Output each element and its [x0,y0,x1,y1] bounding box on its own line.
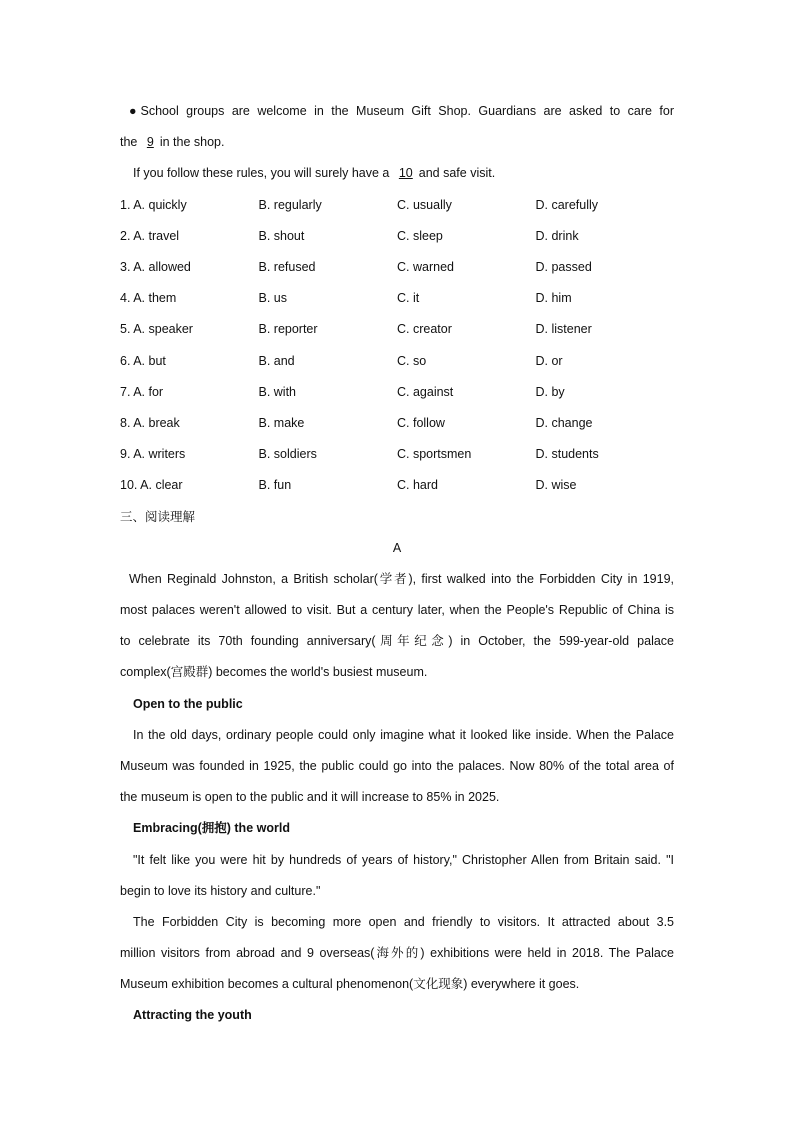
question-row [120,377,674,408]
subheading-open-to-public: Open to the public [133,696,243,711]
question-options [120,190,674,502]
subheading-embracing-world: Embracing(拥抱) the world [133,821,290,836]
option-a: 7. A. for [120,384,164,399]
question-row [120,252,674,283]
question-row [120,283,674,314]
paragraph-line: "It felt like you were hit by hundreds of years of history," Christopher Allen from Britain said. "I [133,852,674,867]
option-c: C. so [397,353,427,368]
paragraph-line: complex(宫殿群) becomes the world's busiest museum. [120,665,428,680]
option-a: 8. A. break [120,415,180,430]
option-c: C. against [397,384,454,399]
option-a: 1. A. quickly [120,197,187,212]
option-a: 9. A. writers [120,447,186,462]
option-c: C. warned [397,259,454,274]
option-d: D. by [535,384,565,399]
option-b: B. reporter [258,322,318,337]
option-a: 4. A. them [120,291,177,306]
paragraph-line: When Reginald Johnston, a British scholar(学者), first walked into the Forbidden City in 1919, [129,571,674,586]
option-c: C. usually [397,197,452,212]
option-c: C. it [397,291,420,306]
blank-9: 9 [146,135,154,150]
document-page [120,96,674,1032]
question-row [120,346,674,377]
paragraph-line: the museum is open to the public and it will increase to 85% in 2025. [120,790,500,805]
cloze-line-2-start: the [120,135,141,150]
paragraph-line: most palaces weren't allowed to visit. But a century later, when the People's Republic of China is [120,603,674,617]
cloze-line-3-end: and safe visit. [418,166,496,181]
option-b: B. with [258,384,297,399]
passage-letter: A [392,540,402,555]
blank-10: 10 [398,166,413,181]
option-a: 6. A. but [120,353,166,368]
question-row [120,221,674,252]
option-d: D. passed [535,259,592,274]
paragraph-line: Museum was founded in 1925, the public could go into the palaces. Now 80% of the total area of [120,758,674,773]
option-b: B. shout [258,228,305,243]
option-d: D. drink [535,228,579,243]
paragraph-line: million visitors from abroad and 9 overseas(海外的) exhibitions were held in 2018. The Palace [120,946,674,961]
option-b: B. regularly [258,197,322,212]
option-b: B. make [258,415,305,430]
option-b: B. soldiers [258,447,317,462]
option-c: C. hard [397,478,438,493]
option-c: C. follow [397,415,445,430]
cloze-line-3 [120,158,674,189]
intro-paragraph [120,564,674,689]
option-b: B. and [258,353,295,368]
paragraph-line: begin to love its history and culture." [120,883,321,898]
question-row [120,439,674,470]
option-d: D. wise [535,478,577,493]
option-d: D. carefully [535,197,599,212]
option-c: C. sportsmen [397,447,472,462]
cloze-line-1: ●School groups are welcome in the Museum Gift Shop. Guardians are asked to care for [129,104,674,118]
paragraph-line: In the old days, ordinary people could only imagine what it looked like inside. When the Palace [133,727,674,742]
section-title: 三、阅读理解 [120,509,196,525]
option-d: D. or [535,353,563,368]
subheading-attracting-youth: Attracting the youth [133,1008,252,1023]
option-b: B. us [258,291,287,306]
option-a: 3. A. allowed [120,259,191,274]
question-row [120,314,674,345]
option-c: C. sleep [397,228,443,243]
paragraph-line: to celebrate its 70th founding anniversary(周年纪念) in October, the 599-year-old palace [120,634,674,649]
option-c: C. creator [397,322,452,337]
cloze-line-3-start: If you follow these rules, you will surely have a [133,166,393,181]
option-b: B. fun [258,478,292,493]
paragraph-visitors [120,907,674,1001]
option-d: D. listener [535,322,592,337]
option-a: 5. A. speaker [120,322,193,337]
paragraph-line: Museum exhibition becomes a cultural phenomenon(文化现象) everywhere it goes. [120,977,580,992]
option-d: D. him [535,291,572,306]
option-b: B. refused [258,259,316,274]
paragraph-open-to-public [120,720,674,814]
option-a: 10. A. clear [120,478,183,493]
paragraph-line: The Forbidden City is becoming more open and friendly to visitors. It attracted about 3.5 [133,914,674,929]
paragraph-quote [120,845,674,907]
option-d: D. students [535,447,599,462]
question-row [120,408,674,439]
cloze-line-2-end: in the shop. [159,135,225,150]
option-a: 2. A. travel [120,228,180,243]
question-row [120,190,674,221]
option-d: D. change [535,415,593,430]
cloze-line-2 [120,127,674,158]
question-row [120,470,674,501]
